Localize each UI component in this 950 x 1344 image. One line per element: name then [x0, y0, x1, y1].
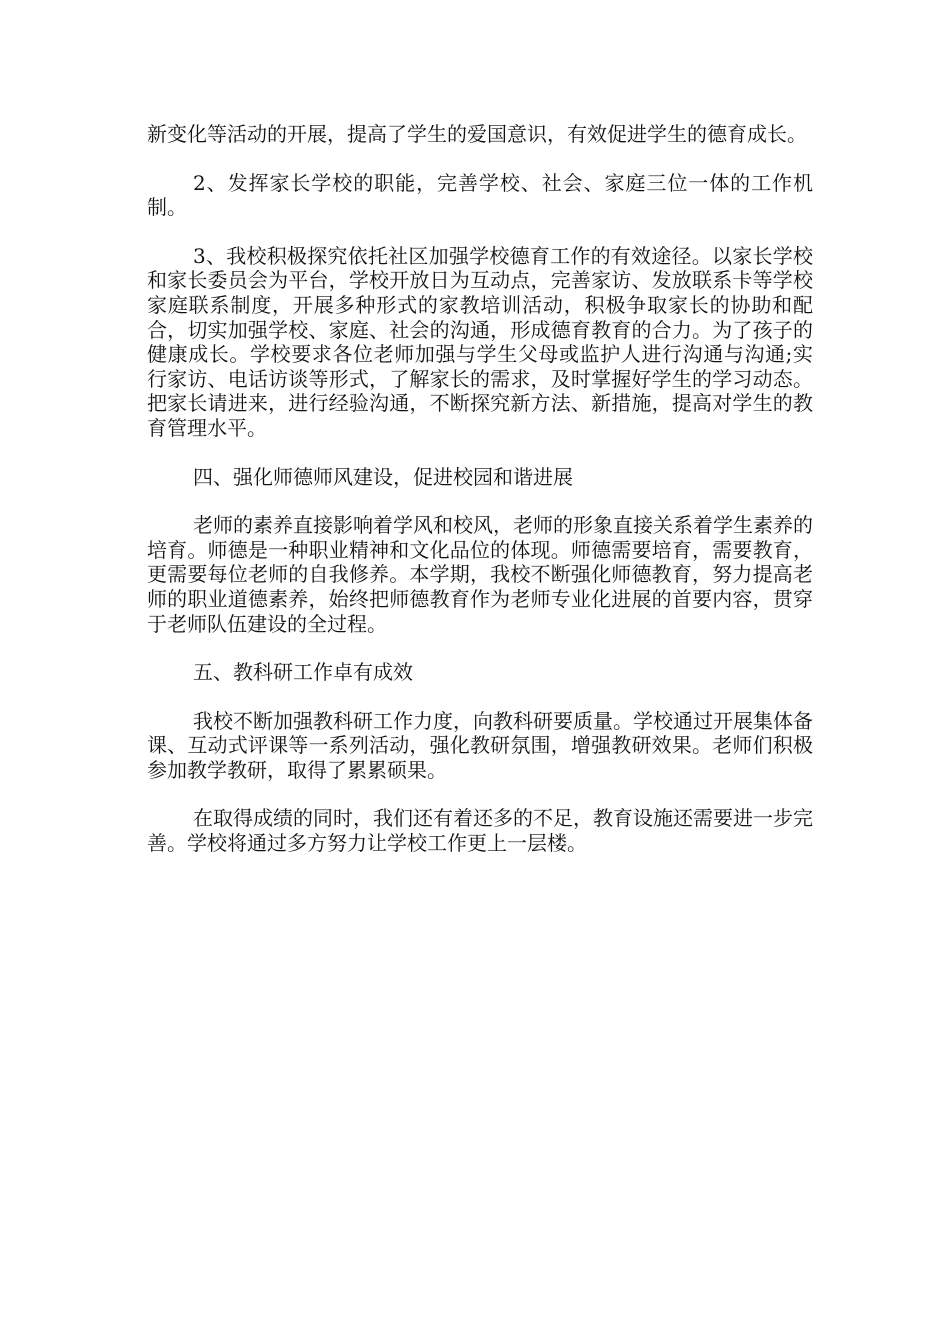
paragraph-research: 我校不断加强教科研工作力度，向教科研要质量。学校通过开展集体备课、互动式评课等一系列活动，强化教研氛围，增强教研效果。老师们积极参加教学教研，取得了累累硕果。 — [147, 708, 813, 782]
section-heading-5: 五、教科研工作卓有成效 — [193, 660, 413, 685]
paragraph-conclusion: 在取得成绩的同时，我们还有着还多的不足，教育设施还需要进一步完善。学校将通过多方努力让学校工作更上一层楼。 — [147, 806, 813, 856]
paragraph-teacher-ethics: 老师的素养直接影响着学风和校风，老师的形象直接关系着学生素养的培育。师德是一种职业精神和文化品位的体现。师德需要培育，需要教育，更需要每位老师的自我修养。本学期，我校不断强化师德教育，努力提高老师的职业道德素养，始终把师德教育作为老师专业化进展的首要内容，贯穿于老师队伍建设的全过程。 — [147, 513, 813, 636]
paragraph-item-3: 3、我校积极探究依托社区加强学校德育工作的有效途径。以家长学校和家长委员会为平台，学校开放日为互动点，完善家访、发放联系卡等学校家庭联系制度，开展多种形式的家教培训活动，积极争取家长的协助和配合，切实加强学校、家庭、社会的沟通，形成德育教育的合力。为了孩子的健康成长。学校要求各位老师加强与学生父母或监护人进行沟通与沟通;实行家访、电话访谈等形式，了解家长的需求，及时掌握好学生的学习动态。把家长请进来，进行经验沟通，不断探究新方法、新措施，提高对学生的教育管理水平。 — [147, 243, 813, 440]
document-body — [147, 122, 813, 880]
paragraph-item-2: 2、发挥家长学校的职能，完善学校、社会、家庭三位一体的工作机制。 — [147, 170, 813, 220]
paragraph-continuation: 新变化等活动的开展，提高了学生的爱国意识，有效促进学生的德育成长。 — [147, 122, 807, 146]
section-heading-4: 四、强化师德师风建设，促进校园和谐进展 — [193, 464, 573, 489]
